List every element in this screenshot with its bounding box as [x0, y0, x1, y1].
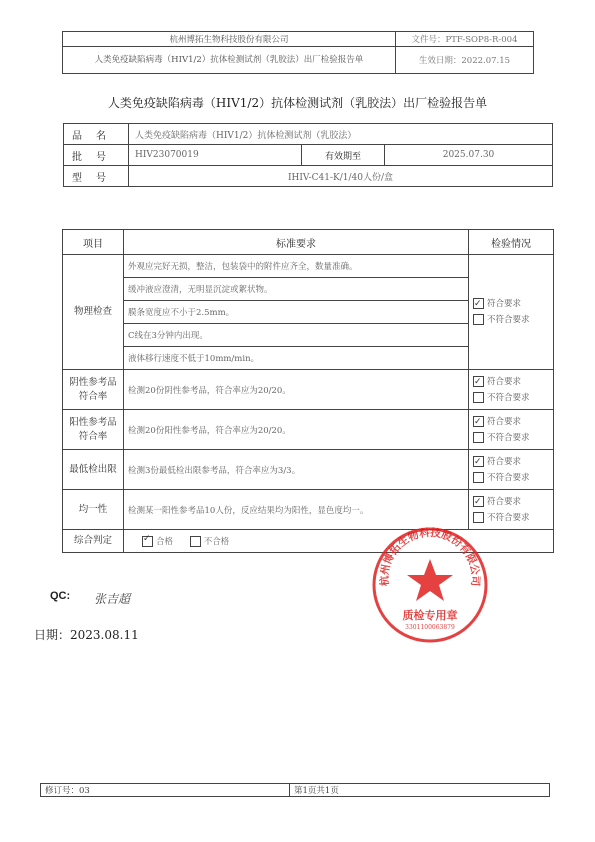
checkbox-checked-icon[interactable]	[473, 456, 484, 467]
result-physical	[469, 255, 554, 370]
req-physical-5: 液体移行速度不低于10mm/min。	[124, 347, 469, 370]
col-item: 项目	[63, 230, 124, 255]
checkbox-checked-icon[interactable]	[142, 536, 153, 547]
name-label: 品名	[64, 124, 129, 145]
col-requirement: 标准要求	[124, 230, 469, 255]
checkbox-empty-icon[interactable]	[473, 392, 484, 403]
pass-text: 合格	[156, 537, 174, 547]
fail-text: 不合格	[203, 537, 230, 547]
checkbox-empty-icon[interactable]	[473, 472, 484, 483]
quality-stamp	[370, 525, 490, 645]
document-footer	[40, 783, 550, 797]
product-info-table	[63, 123, 553, 187]
item-negative: 阴性参考品 符合率	[63, 370, 124, 410]
effective-date: 生效日期：2022.07.15	[395, 47, 533, 74]
qc-signature: 张吉超	[94, 592, 131, 606]
model-label: 型号	[64, 166, 129, 187]
item-conclusion: 综合判定	[63, 530, 124, 553]
company-name: 杭州博拓生物科技股份有限公司	[63, 32, 396, 47]
result-positive: ✓符合要求 不符合要求	[469, 410, 554, 450]
batch-value: HIV23070019	[129, 145, 302, 166]
req-lod: 检测3份最低检出限参考品，符合率应为3/3。	[124, 450, 469, 490]
name-value: 人类免疫缺陷病毒（HIV1/2）抗体检测试剂（乳胶法）	[129, 124, 553, 145]
item-physical: 物理检查	[63, 255, 124, 370]
req-physical-2: 缓冲液应澄清，无明显沉淀或絮状物。	[124, 278, 469, 301]
star-icon	[407, 559, 453, 601]
inspection-table	[62, 229, 554, 553]
checkbox-empty-icon[interactable]	[190, 536, 201, 547]
req-physical-4: C线在3分钟内出现。	[124, 324, 469, 347]
nonconform-text: 不符合要求	[487, 315, 530, 325]
result-negative: ✓符合要求 不符合要求	[469, 370, 554, 410]
page-number: 第1页共1页	[290, 784, 550, 797]
stamp-org-text: 杭州博拓生物科技股份有限公司	[378, 526, 482, 587]
expiry-value: 2025.07.30	[385, 145, 553, 166]
conform-text: 符合要求	[487, 299, 522, 309]
req-precision: 检测某一阳性参考品10人份，反应结果均为阳性，显色度均一。	[124, 490, 469, 530]
revision-number: 修订号：03	[41, 784, 290, 797]
req-physical-3: 膜条宽度应不小于2.5mm。	[124, 301, 469, 324]
col-result: 检验情况	[469, 230, 554, 255]
model-value: IHIV-C41-K/1/40人份/盒	[129, 166, 553, 187]
checkbox-checked-icon[interactable]	[473, 376, 484, 387]
batch-label: 批号	[64, 145, 129, 166]
checkbox-empty-icon[interactable]	[473, 432, 484, 443]
checkbox-checked-icon[interactable]	[473, 496, 484, 507]
form-name: 人类免疫缺陷病毒（HIV1/2）抗体检测试剂（乳胶法）出厂检验报告单	[63, 47, 396, 74]
page-title: 人类免疫缺陷病毒（HIV1/2）抗体检测试剂（乳胶法）出厂检验报告单	[107, 96, 488, 110]
checkbox-empty-icon[interactable]	[473, 314, 484, 325]
result-lod: ✓符合要求 不符合要求	[469, 450, 554, 490]
item-lod: 最低检出限	[63, 450, 124, 490]
expiry-label: 有效期至	[302, 145, 385, 166]
stamp-label: 质检专用章	[402, 609, 458, 622]
document-header	[62, 31, 534, 74]
item-positive: 阳性参考品 符合率	[63, 410, 124, 450]
req-physical-1: 外观应完好无损，整洁，包装袋中的附件应齐全，数量准确。	[124, 255, 469, 278]
doc-number: 文件号：PTF-SOP8-R-004	[395, 32, 533, 47]
qc-label: QC:	[50, 590, 71, 602]
checkbox-checked-icon[interactable]	[473, 298, 484, 309]
report-date: 日期：2023.08.11	[34, 628, 139, 642]
item-precision: 均一性	[63, 490, 124, 530]
stamp-code: 3301100063879	[405, 624, 455, 631]
checkbox-empty-icon[interactable]	[473, 512, 484, 523]
checkbox-checked-icon[interactable]	[473, 416, 484, 427]
req-negative: 检测20份阴性参考品，符合率应为20/20。	[124, 370, 469, 410]
req-positive: 检测20份阳性参考品，符合率应为20/20。	[124, 410, 469, 450]
result-precision: ✓符合要求 不符合要求	[469, 490, 554, 530]
